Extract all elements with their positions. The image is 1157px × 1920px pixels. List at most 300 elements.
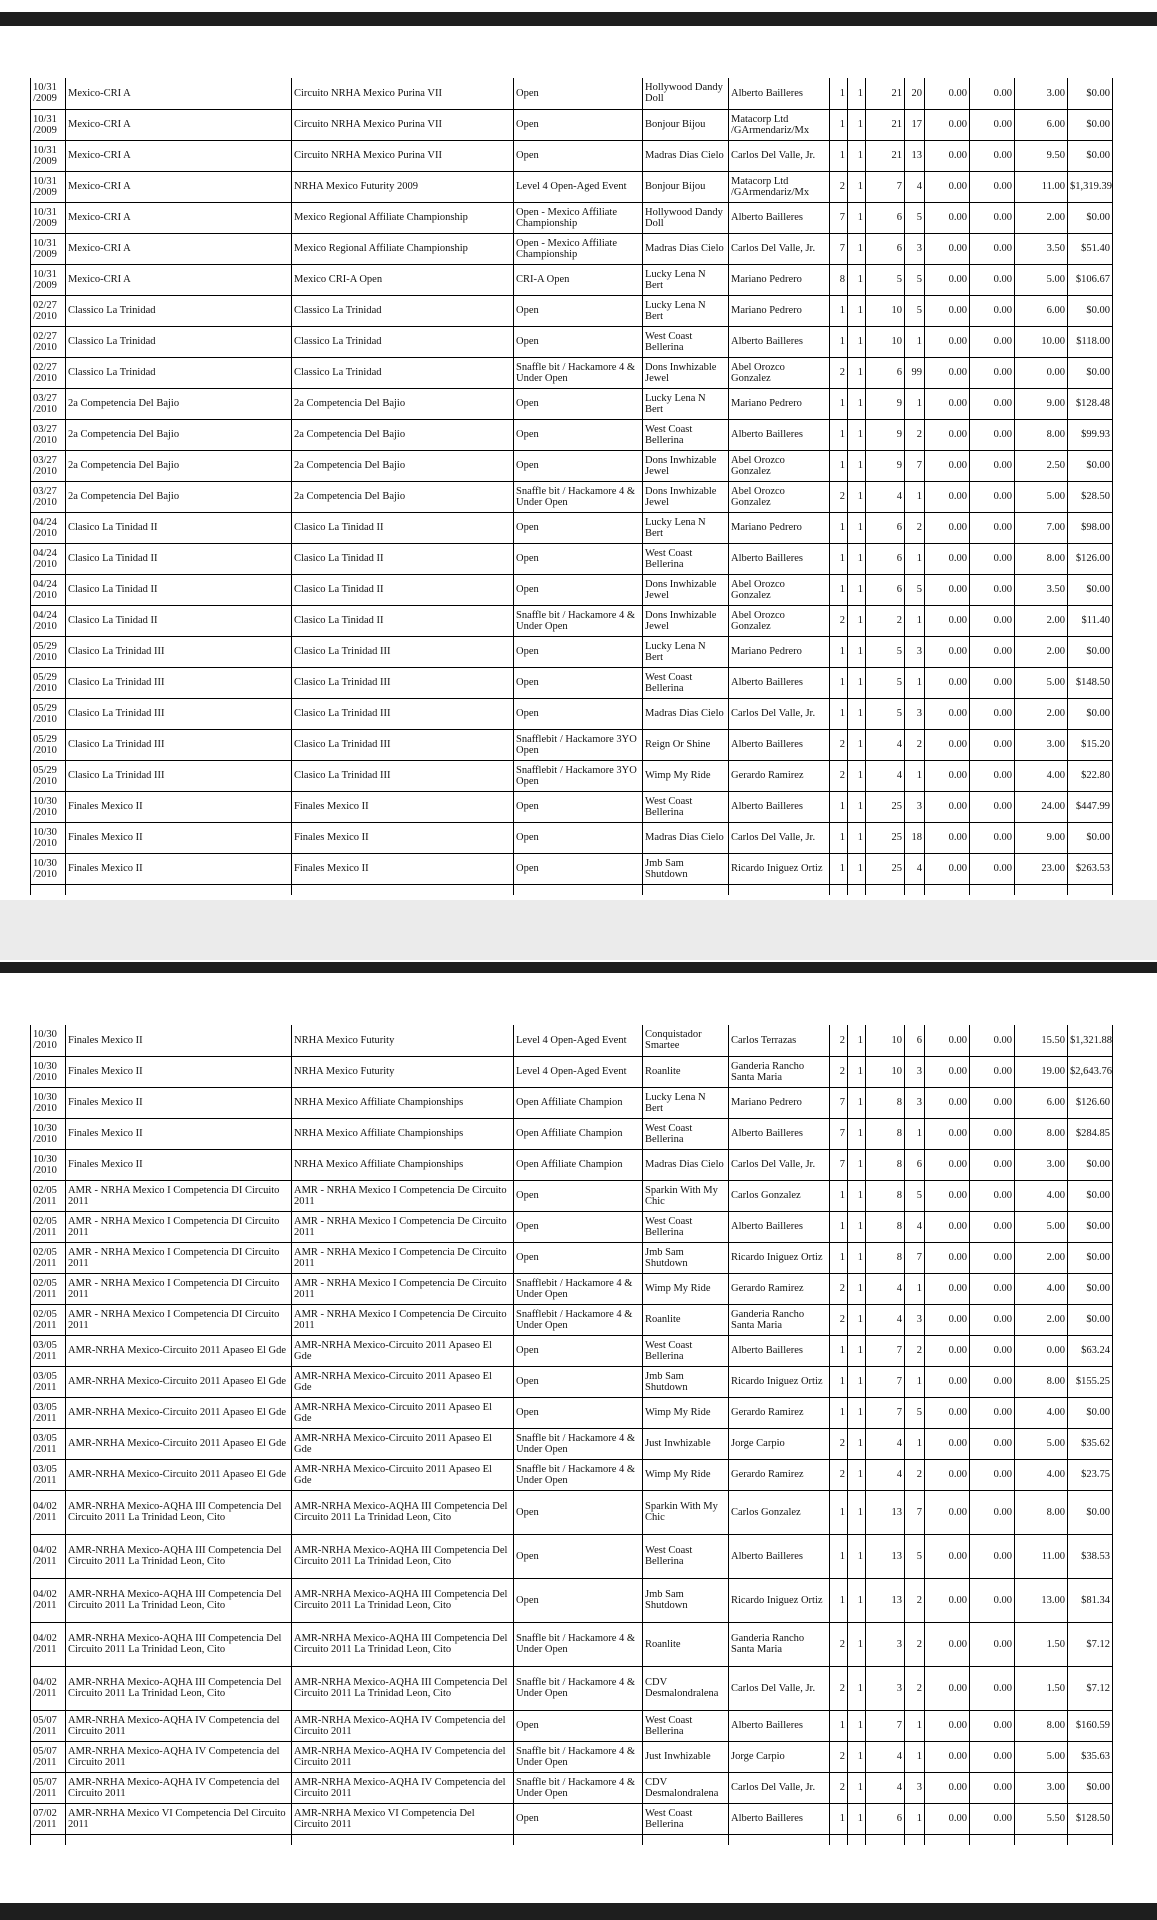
points-a-cell: 0.00 — [925, 605, 970, 636]
event-name-cell: AMR-NRHA Mexico-AQHA IV Competencia del Circuito 2011 — [66, 1772, 292, 1803]
date-cell: 10/31 /2009 — [31, 264, 66, 295]
level-cell: 1 — [830, 1335, 848, 1366]
earnings-cell: $1,319.39 — [1068, 171, 1113, 202]
points-b-cell: 0.00 — [970, 326, 1015, 357]
points-a-cell: 0.00 — [925, 357, 970, 388]
division-cell: 1 — [848, 109, 866, 140]
score-cell: 9.00 — [1015, 388, 1068, 419]
result-row — [31, 450, 1113, 481]
class-name-cell: CRI-A Open — [514, 264, 643, 295]
points-b-cell: 0.00 — [970, 791, 1015, 822]
event-name-cell: Classico La Trinidad — [66, 357, 292, 388]
result-row — [31, 1211, 1113, 1242]
horse-name-cell: West Coast Bellerina — [643, 543, 729, 574]
place-cell: 3 — [905, 636, 925, 667]
points-b-cell: 0.00 — [970, 605, 1015, 636]
rider-name-cell: Ricardo Iniguez Ortiz — [729, 1578, 830, 1622]
class-name-cell: Open - Mexico Affiliate Championship — [514, 233, 643, 264]
earnings-cell: $263.53 — [1068, 853, 1113, 884]
earnings-cell: $63.24 — [1068, 1335, 1113, 1366]
class-group-cell: AMR-NRHA Mexico-AQHA IV Competencia del Circuito 2011 — [292, 1772, 514, 1803]
entries-cell: 7 — [866, 1397, 905, 1428]
empty-cell — [514, 1834, 643, 1845]
score-cell: 9.00 — [1015, 822, 1068, 853]
table-continuation-row — [31, 1834, 1113, 1845]
place-cell: 3 — [905, 1056, 925, 1087]
class-group-cell: Finales Mexico II — [292, 791, 514, 822]
class-name-cell: Open — [514, 1242, 643, 1273]
empty-cell — [292, 1834, 514, 1845]
date-cell: 10/30 /2010 — [31, 853, 66, 884]
event-name-cell: Finales Mexico II — [66, 1118, 292, 1149]
score-cell: 4.00 — [1015, 1397, 1068, 1428]
result-row — [31, 140, 1113, 171]
level-cell: 1 — [830, 1534, 848, 1578]
earnings-cell: $0.00 — [1068, 636, 1113, 667]
empty-cell — [292, 884, 514, 895]
rider-name-cell: Carlos Del Valle, Jr. — [729, 1666, 830, 1710]
score-cell: 11.00 — [1015, 1534, 1068, 1578]
level-cell: 2 — [830, 481, 848, 512]
entries-cell: 4 — [866, 1772, 905, 1803]
level-cell: 1 — [830, 1180, 848, 1211]
entries-cell: 7 — [866, 1366, 905, 1397]
horse-name-cell: Just Inwhizable — [643, 1428, 729, 1459]
points-a-cell: 0.00 — [925, 1490, 970, 1534]
earnings-cell: $2,643.76 — [1068, 1056, 1113, 1087]
entries-cell: 6 — [866, 357, 905, 388]
class-name-cell: Open — [514, 698, 643, 729]
horse-name-cell: Dons Inwhizable Jewel — [643, 574, 729, 605]
date-cell: 04/02 /2011 — [31, 1534, 66, 1578]
class-name-cell: Level 4 Open-Aged Event — [514, 171, 643, 202]
event-name-cell: 2a Competencia Del Bajio — [66, 419, 292, 450]
result-row — [31, 512, 1113, 543]
empty-cell — [1015, 884, 1068, 895]
date-cell: 07/02 /2011 — [31, 1803, 66, 1834]
date-cell: 02/27 /2010 — [31, 295, 66, 326]
earnings-cell: $0.00 — [1068, 1211, 1113, 1242]
result-row — [31, 636, 1113, 667]
event-name-cell: AMR - NRHA Mexico I Competencia DI Circuito 2011 — [66, 1242, 292, 1273]
event-name-cell: Clasico La Tinidad II — [66, 605, 292, 636]
date-cell: 05/07 /2011 — [31, 1772, 66, 1803]
horse-name-cell: Jmb Sam Shutdown — [643, 1366, 729, 1397]
earnings-cell: $11.40 — [1068, 605, 1113, 636]
date-cell: 10/31 /2009 — [31, 202, 66, 233]
class-name-cell: Open - Mexico Affiliate Championship — [514, 202, 643, 233]
score-cell: 3.00 — [1015, 1149, 1068, 1180]
points-b-cell: 0.00 — [970, 1772, 1015, 1803]
result-row — [31, 78, 1113, 109]
place-cell: 5 — [905, 1397, 925, 1428]
event-name-cell: Finales Mexico II — [66, 1025, 292, 1056]
date-cell: 02/05 /2011 — [31, 1180, 66, 1211]
horse-name-cell: Dons Inwhizable Jewel — [643, 357, 729, 388]
class-name-cell: Open — [514, 822, 643, 853]
date-cell: 10/30 /2010 — [31, 1087, 66, 1118]
division-cell: 1 — [848, 1534, 866, 1578]
points-a-cell: 0.00 — [925, 1118, 970, 1149]
level-cell: 1 — [830, 326, 848, 357]
event-name-cell: 2a Competencia Del Bajio — [66, 450, 292, 481]
entries-cell: 7 — [866, 1335, 905, 1366]
earnings-cell: $0.00 — [1068, 202, 1113, 233]
event-name-cell: AMR-NRHA Mexico-Circuito 2011 Apaseo El Gde — [66, 1335, 292, 1366]
rider-name-cell: Alberto Bailleres — [729, 78, 830, 109]
result-row — [31, 1149, 1113, 1180]
points-a-cell: 0.00 — [925, 1304, 970, 1335]
horse-name-cell: West Coast Bellerina — [643, 1211, 729, 1242]
class-group-cell: 2a Competencia Del Bajio — [292, 419, 514, 450]
entries-cell: 8 — [866, 1118, 905, 1149]
class-name-cell: Open — [514, 1803, 643, 1834]
class-group-cell: Mexico CRI-A Open — [292, 264, 514, 295]
points-a-cell: 0.00 — [925, 729, 970, 760]
class-name-cell: Open — [514, 1397, 643, 1428]
date-cell: 03/27 /2010 — [31, 450, 66, 481]
class-name-cell: Open — [514, 109, 643, 140]
earnings-cell: $1,321.88 — [1068, 1025, 1113, 1056]
rider-name-cell: Carlos Del Valle, Jr. — [729, 1772, 830, 1803]
division-cell: 1 — [848, 543, 866, 574]
class-group-cell: NRHA Mexico Affiliate Championships — [292, 1087, 514, 1118]
result-row — [31, 729, 1113, 760]
earnings-cell: $38.53 — [1068, 1534, 1113, 1578]
class-group-cell: Clasico La Trinidad III — [292, 760, 514, 791]
rider-name-cell: Alberto Bailleres — [729, 1803, 830, 1834]
entries-cell: 9 — [866, 388, 905, 419]
horse-name-cell: Jmb Sam Shutdown — [643, 1242, 729, 1273]
event-name-cell: Clasico La Trinidad III — [66, 667, 292, 698]
points-a-cell: 0.00 — [925, 1710, 970, 1741]
event-name-cell: Clasico La Trinidad III — [66, 760, 292, 791]
rider-name-cell: Matacorp Ltd /GArmendariz/Mx — [729, 171, 830, 202]
date-cell: 05/07 /2011 — [31, 1710, 66, 1741]
points-b-cell: 0.00 — [970, 1666, 1015, 1710]
class-name-cell: Snaffle bit / Hackamore 4 & Under Open — [514, 481, 643, 512]
top-dark-bar — [0, 12, 1157, 26]
score-cell: 2.00 — [1015, 698, 1068, 729]
class-group-cell: Classico La Trinidad — [292, 326, 514, 357]
result-row — [31, 419, 1113, 450]
horse-name-cell: West Coast Bellerina — [643, 1534, 729, 1578]
event-name-cell: AMR-NRHA Mexico-Circuito 2011 Apaseo El Gde — [66, 1366, 292, 1397]
rider-name-cell: Alberto Bailleres — [729, 326, 830, 357]
entries-cell: 4 — [866, 760, 905, 791]
event-name-cell: AMR-NRHA Mexico-AQHA IV Competencia del Circuito 2011 — [66, 1710, 292, 1741]
date-cell: 03/05 /2011 — [31, 1335, 66, 1366]
class-group-cell: NRHA Mexico Futurity — [292, 1025, 514, 1056]
class-name-cell: Snafflebit / Hackamore 3YO Open — [514, 760, 643, 791]
earnings-cell: $0.00 — [1068, 1180, 1113, 1211]
results-table-page-2 — [30, 1025, 1113, 1845]
event-name-cell: Mexico-CRI A — [66, 264, 292, 295]
horse-name-cell: Sparkin With My Chic — [643, 1490, 729, 1534]
points-b-cell: 0.00 — [970, 1242, 1015, 1273]
date-cell: 04/24 /2010 — [31, 574, 66, 605]
earnings-cell: $35.62 — [1068, 1428, 1113, 1459]
class-group-cell: Clasico La Trinidad III — [292, 667, 514, 698]
empty-cell — [905, 1834, 925, 1845]
earnings-cell: $81.34 — [1068, 1578, 1113, 1622]
empty-cell — [866, 884, 905, 895]
result-row — [31, 1397, 1113, 1428]
date-cell: 10/30 /2010 — [31, 1118, 66, 1149]
event-name-cell: Finales Mexico II — [66, 822, 292, 853]
date-cell: 02/05 /2011 — [31, 1304, 66, 1335]
event-name-cell: 2a Competencia Del Bajio — [66, 481, 292, 512]
empty-cell — [925, 884, 970, 895]
points-b-cell: 0.00 — [970, 450, 1015, 481]
points-a-cell: 0.00 — [925, 202, 970, 233]
event-name-cell: Clasico La Tinidad II — [66, 543, 292, 574]
level-cell: 1 — [830, 295, 848, 326]
entries-cell: 10 — [866, 1056, 905, 1087]
class-name-cell: Open — [514, 512, 643, 543]
class-name-cell: Snaffle bit / Hackamore 4 & Under Open — [514, 1772, 643, 1803]
rider-name-cell: Alberto Bailleres — [729, 543, 830, 574]
class-group-cell: AMR - NRHA Mexico I Competencia De Circuito 2011 — [292, 1211, 514, 1242]
points-b-cell: 0.00 — [970, 1118, 1015, 1149]
result-row — [31, 171, 1113, 202]
result-row — [31, 1428, 1113, 1459]
horse-name-cell: Jmb Sam Shutdown — [643, 853, 729, 884]
place-cell: 3 — [905, 233, 925, 264]
points-b-cell: 0.00 — [970, 1304, 1015, 1335]
class-name-cell: Open — [514, 388, 643, 419]
place-cell: 1 — [905, 388, 925, 419]
earnings-cell: $7.12 — [1068, 1666, 1113, 1710]
earnings-cell: $155.25 — [1068, 1366, 1113, 1397]
horse-name-cell: West Coast Bellerina — [643, 1335, 729, 1366]
level-cell: 1 — [830, 1397, 848, 1428]
score-cell: 2.00 — [1015, 1304, 1068, 1335]
score-cell: 24.00 — [1015, 791, 1068, 822]
division-cell: 1 — [848, 1710, 866, 1741]
result-row — [31, 853, 1113, 884]
earnings-cell: $128.50 — [1068, 1803, 1113, 1834]
entries-cell: 8 — [866, 1242, 905, 1273]
result-row — [31, 1242, 1113, 1273]
class-group-cell: Clasico La Trinidad III — [292, 698, 514, 729]
event-name-cell: AMR-NRHA Mexico VI Competencia Del Circuito 2011 — [66, 1803, 292, 1834]
class-name-cell: Open — [514, 574, 643, 605]
earnings-cell: $28.50 — [1068, 481, 1113, 512]
rider-name-cell: Abel Orozco Gonzalez — [729, 357, 830, 388]
class-name-cell: Open — [514, 1710, 643, 1741]
class-group-cell: 2a Competencia Del Bajio — [292, 481, 514, 512]
event-name-cell: AMR-NRHA Mexico-Circuito 2011 Apaseo El Gde — [66, 1397, 292, 1428]
place-cell: 2 — [905, 1622, 925, 1666]
level-cell: 1 — [830, 1803, 848, 1834]
class-group-cell: AMR-NRHA Mexico-AQHA III Competencia Del Circuito 2011 La Trinidad Leon, Cito — [292, 1534, 514, 1578]
result-row — [31, 264, 1113, 295]
result-row — [31, 1180, 1113, 1211]
class-name-cell: Snaffle bit / Hackamore 4 & Under Open — [514, 605, 643, 636]
event-name-cell: Finales Mexico II — [66, 791, 292, 822]
level-cell: 7 — [830, 1149, 848, 1180]
rider-name-cell: Alberto Bailleres — [729, 419, 830, 450]
level-cell: 7 — [830, 202, 848, 233]
result-row — [31, 1490, 1113, 1534]
class-name-cell: Open — [514, 1366, 643, 1397]
earnings-cell: $160.59 — [1068, 1710, 1113, 1741]
result-row — [31, 295, 1113, 326]
horse-name-cell: Hollywood Dandy Doll — [643, 202, 729, 233]
division-cell: 1 — [848, 574, 866, 605]
place-cell: 1 — [905, 326, 925, 357]
earnings-cell: $0.00 — [1068, 822, 1113, 853]
rider-name-cell: Carlos Del Valle, Jr. — [729, 1149, 830, 1180]
points-a-cell: 0.00 — [925, 1666, 970, 1710]
points-b-cell: 0.00 — [970, 264, 1015, 295]
points-a-cell: 0.00 — [925, 264, 970, 295]
score-cell: 2.00 — [1015, 636, 1068, 667]
division-cell: 1 — [848, 1211, 866, 1242]
entries-cell: 6 — [866, 512, 905, 543]
class-group-cell: Clasico La Trinidad III — [292, 729, 514, 760]
rider-name-cell: Ganderia Rancho Santa Maria — [729, 1304, 830, 1335]
earnings-cell: $0.00 — [1068, 574, 1113, 605]
place-cell: 5 — [905, 202, 925, 233]
points-a-cell: 0.00 — [925, 1397, 970, 1428]
horse-name-cell: Madras Dias Cielo — [643, 822, 729, 853]
result-row — [31, 791, 1113, 822]
class-name-cell: Open — [514, 140, 643, 171]
score-cell: 2.00 — [1015, 605, 1068, 636]
place-cell: 2 — [905, 1335, 925, 1366]
class-group-cell: Mexico Regional Affiliate Championship — [292, 233, 514, 264]
level-cell: 2 — [830, 1622, 848, 1666]
date-cell: 10/30 /2010 — [31, 1025, 66, 1056]
class-group-cell: AMR-NRHA Mexico-AQHA IV Competencia del Circuito 2011 — [292, 1710, 514, 1741]
place-cell: 6 — [905, 1149, 925, 1180]
division-cell: 1 — [848, 78, 866, 109]
entries-cell: 6 — [866, 574, 905, 605]
score-cell: 0.00 — [1015, 1335, 1068, 1366]
class-name-cell: Snaffle bit / Hackamore 4 & Under Open — [514, 1459, 643, 1490]
horse-name-cell: Roanlite — [643, 1304, 729, 1335]
points-b-cell: 0.00 — [970, 1578, 1015, 1622]
horse-name-cell: West Coast Bellerina — [643, 419, 729, 450]
place-cell: 1 — [905, 1803, 925, 1834]
division-cell: 1 — [848, 1087, 866, 1118]
score-cell: 1.50 — [1015, 1622, 1068, 1666]
date-cell: 04/02 /2011 — [31, 1490, 66, 1534]
result-row — [31, 1622, 1113, 1666]
result-row — [31, 574, 1113, 605]
rider-name-cell: Mariano Pedrero — [729, 636, 830, 667]
level-cell: 1 — [830, 574, 848, 605]
earnings-cell: $35.63 — [1068, 1741, 1113, 1772]
division-cell: 1 — [848, 822, 866, 853]
class-name-cell: Snafflebit / Hackamore 4 & Under Open — [514, 1304, 643, 1335]
points-a-cell: 0.00 — [925, 1056, 970, 1087]
rider-name-cell: Carlos Terrazas — [729, 1025, 830, 1056]
horse-name-cell: Roanlite — [643, 1622, 729, 1666]
horse-name-cell: Lucky Lena N Bert — [643, 636, 729, 667]
points-b-cell: 0.00 — [970, 1534, 1015, 1578]
class-group-cell: Circuito NRHA Mexico Purina VII — [292, 140, 514, 171]
points-b-cell: 0.00 — [970, 1366, 1015, 1397]
rider-name-cell: Matacorp Ltd /GArmendariz/Mx — [729, 109, 830, 140]
place-cell: 20 — [905, 78, 925, 109]
level-cell: 2 — [830, 605, 848, 636]
earnings-cell: $106.67 — [1068, 264, 1113, 295]
points-a-cell: 0.00 — [925, 1741, 970, 1772]
place-cell: 7 — [905, 1490, 925, 1534]
division-cell: 1 — [848, 1118, 866, 1149]
points-b-cell: 0.00 — [970, 202, 1015, 233]
class-group-cell: AMR-NRHA Mexico-Circuito 2011 Apaseo El Gde — [292, 1428, 514, 1459]
earnings-cell: $284.85 — [1068, 1118, 1113, 1149]
date-cell: 03/27 /2010 — [31, 419, 66, 450]
rider-name-cell: Gerardo Ramirez — [729, 1459, 830, 1490]
level-cell: 1 — [830, 140, 848, 171]
points-b-cell: 0.00 — [970, 1056, 1015, 1087]
score-cell: 4.00 — [1015, 1273, 1068, 1304]
place-cell: 1 — [905, 1741, 925, 1772]
class-name-cell: Open Affiliate Champion — [514, 1118, 643, 1149]
points-b-cell: 0.00 — [970, 1741, 1015, 1772]
points-a-cell: 0.00 — [925, 1772, 970, 1803]
horse-name-cell: Dons Inwhizable Jewel — [643, 605, 729, 636]
class-name-cell: Open — [514, 667, 643, 698]
rider-name-cell: Ricardo Iniguez Ortiz — [729, 1366, 830, 1397]
level-cell: 2 — [830, 729, 848, 760]
place-cell: 1 — [905, 1366, 925, 1397]
points-a-cell: 0.00 — [925, 543, 970, 574]
entries-cell: 4 — [866, 1428, 905, 1459]
rider-name-cell: Jorge Carpio — [729, 1741, 830, 1772]
result-row — [31, 1459, 1113, 1490]
event-name-cell: Mexico-CRI A — [66, 233, 292, 264]
entries-cell: 5 — [866, 667, 905, 698]
class-name-cell: Open — [514, 1180, 643, 1211]
earnings-cell: $0.00 — [1068, 295, 1113, 326]
empty-cell — [1068, 1834, 1113, 1845]
class-name-cell: Open — [514, 450, 643, 481]
level-cell: 1 — [830, 1366, 848, 1397]
points-b-cell: 0.00 — [970, 388, 1015, 419]
empty-cell — [66, 1834, 292, 1845]
points-a-cell: 0.00 — [925, 1335, 970, 1366]
result-row — [31, 1273, 1113, 1304]
rider-name-cell: Carlos Del Valle, Jr. — [729, 140, 830, 171]
entries-cell: 10 — [866, 295, 905, 326]
points-a-cell: 0.00 — [925, 698, 970, 729]
rider-name-cell: Carlos Del Valle, Jr. — [729, 822, 830, 853]
level-cell: 1 — [830, 1578, 848, 1622]
level-cell: 1 — [830, 109, 848, 140]
points-b-cell: 0.00 — [970, 1459, 1015, 1490]
earnings-cell: $0.00 — [1068, 109, 1113, 140]
place-cell: 6 — [905, 1025, 925, 1056]
score-cell: 5.00 — [1015, 667, 1068, 698]
horse-name-cell: Lucky Lena N Bert — [643, 295, 729, 326]
points-a-cell: 0.00 — [925, 822, 970, 853]
class-name-cell: Level 4 Open-Aged Event — [514, 1025, 643, 1056]
horse-name-cell: CDV Desmalondralena — [643, 1772, 729, 1803]
division-cell: 1 — [848, 264, 866, 295]
points-a-cell: 0.00 — [925, 295, 970, 326]
horse-name-cell: Madras Dias Cielo — [643, 698, 729, 729]
horse-name-cell: Dons Inwhizable Jewel — [643, 481, 729, 512]
place-cell: 1 — [905, 481, 925, 512]
score-cell: 8.00 — [1015, 1710, 1068, 1741]
points-b-cell: 0.00 — [970, 481, 1015, 512]
